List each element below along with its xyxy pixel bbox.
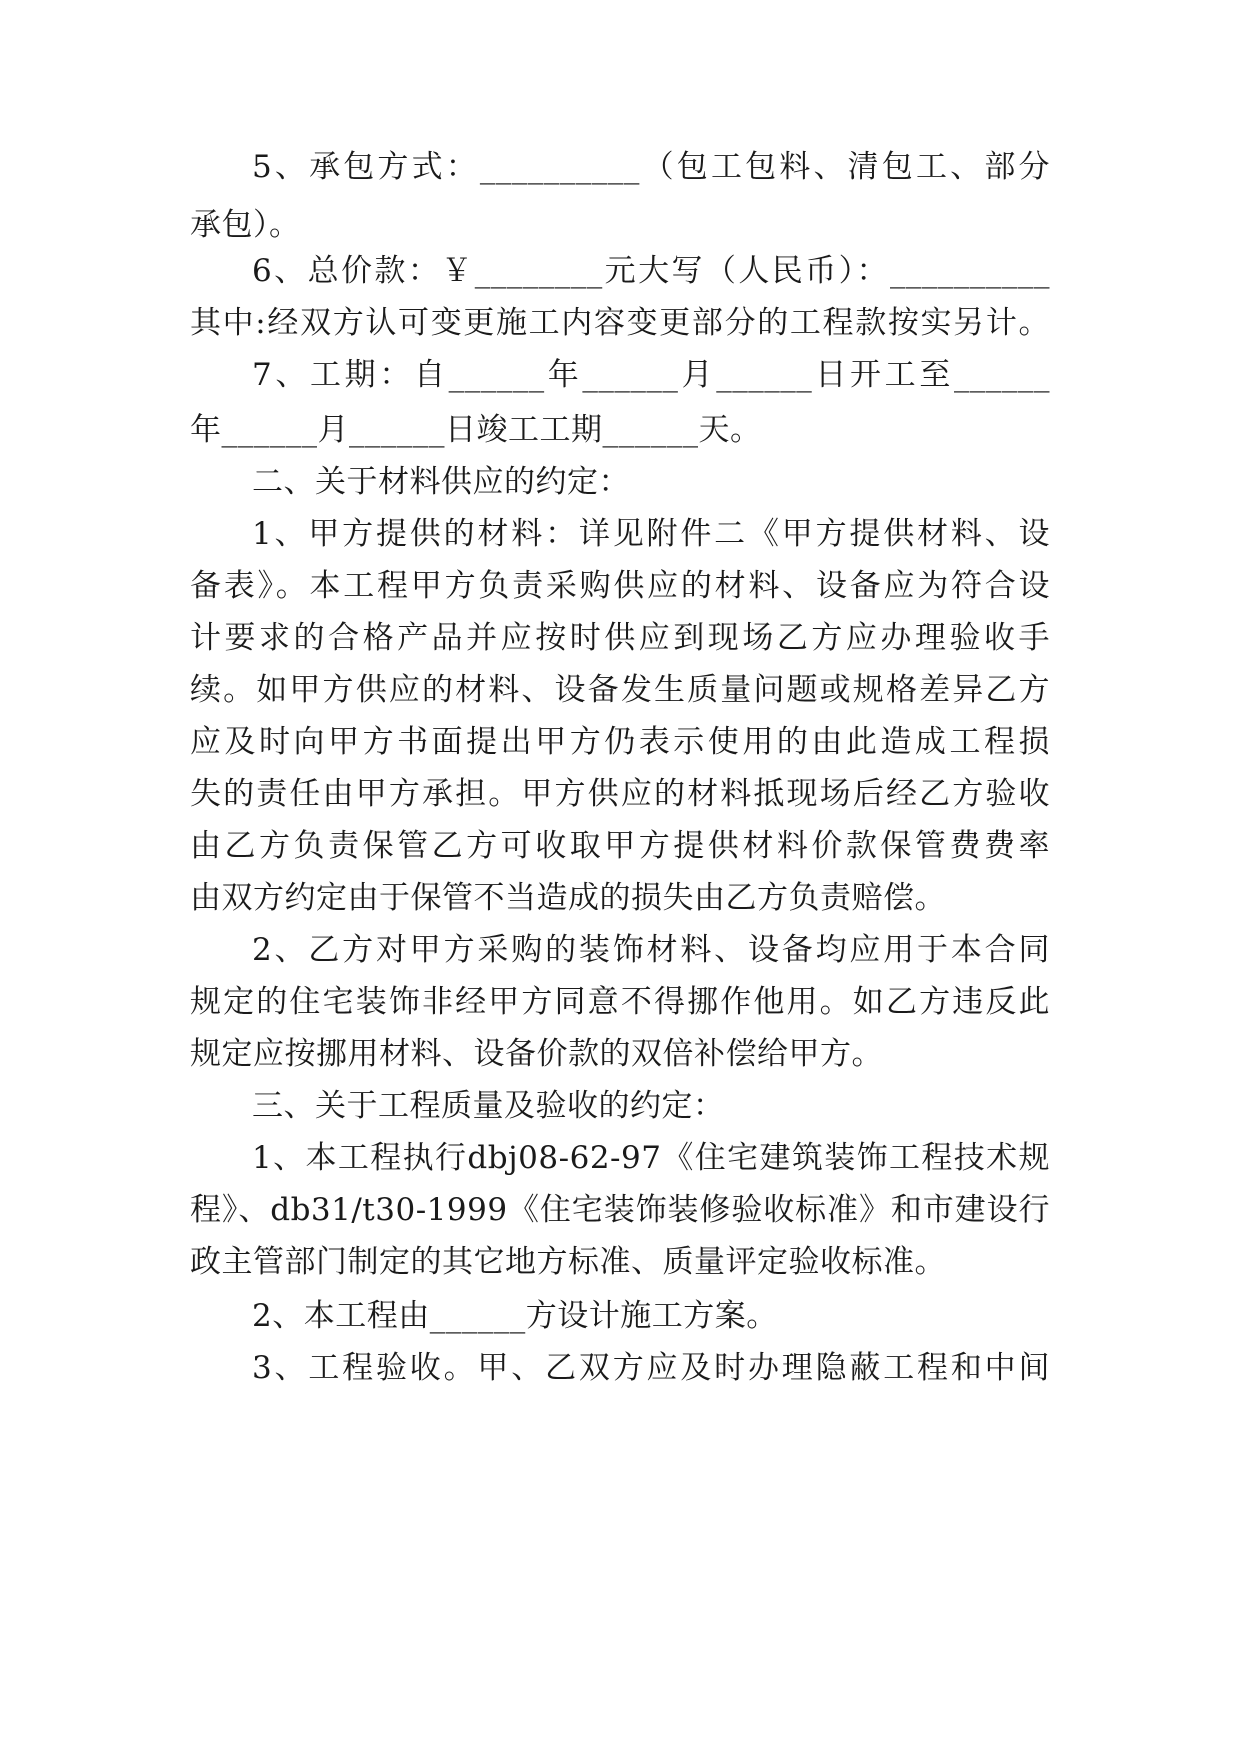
text-line: 由乙方负责保管乙方可收取甲方提供材料价款保管费费率 [190, 828, 1050, 864]
text-line: 失的责任由甲方承担。甲方供应的材料抵现场后经乙方验收 [190, 776, 1050, 812]
text-line: 应及时向甲方书面提出甲方仍表示使用的由此造成工程损 [190, 724, 1050, 760]
text-line: 承包）。 [190, 207, 301, 243]
text-line: 2、乙方对甲方采购的装饰材料、设备均应用于本合同 [252, 932, 1050, 968]
text-line: 5、承包方式：__________（包工包料、清包工、部分 [252, 149, 1050, 185]
section-heading: 二、关于材料供应的约定： [252, 464, 630, 500]
text-line: 7、工期：自______年______月______日开工至______ [252, 357, 1050, 393]
text-line: 备表》。本工程甲方负责采购供应的材料、设备应为符合设 [190, 568, 1050, 604]
text-line: 1、甲方提供的材料：详见附件二《甲方提供材料、设 [252, 516, 1050, 552]
text-line: 其中:经双方认可变更施工内容变更部分的工程款按实另计。 [190, 305, 1050, 341]
text-line: 3、工程验收。甲、乙双方应及时办理隐蔽工程和中间 [252, 1350, 1050, 1386]
text-line: 年______月______日竣工工期______天。 [190, 412, 762, 448]
text-line: 1、本工程执行dbj08-62-97《住宅建筑装饰工程技术规 [252, 1140, 1050, 1176]
text-line: 程》、db31/t30-1999《住宅装饰装修验收标准》和市建设行 [190, 1192, 1050, 1228]
text-line: 6、总价款：￥________元大写（人民币）：__________ [252, 253, 1050, 289]
text-line: 规定应按挪用材料、设备价款的双倍补偿给甲方。 [190, 1036, 883, 1072]
section-heading: 三、关于工程质量及验收的约定： [252, 1088, 725, 1124]
text-line: 2、本工程由______方设计施工方案。 [252, 1298, 778, 1334]
text-line: 由双方约定由于保管不当造成的损失由乙方负责赔偿。 [190, 880, 946, 916]
text-line: 规定的住宅装饰非经甲方同意不得挪作他用。如乙方违反此 [190, 984, 1050, 1020]
text-line: 计要求的合格产品并应按时供应到现场乙方应办理验收手 [190, 620, 1050, 656]
text-line: 政主管部门制定的其它地方标准、质量评定验收标准。 [190, 1244, 946, 1280]
text-line: 续。如甲方供应的材料、设备发生质量问题或规格差异乙方 [190, 672, 1050, 708]
